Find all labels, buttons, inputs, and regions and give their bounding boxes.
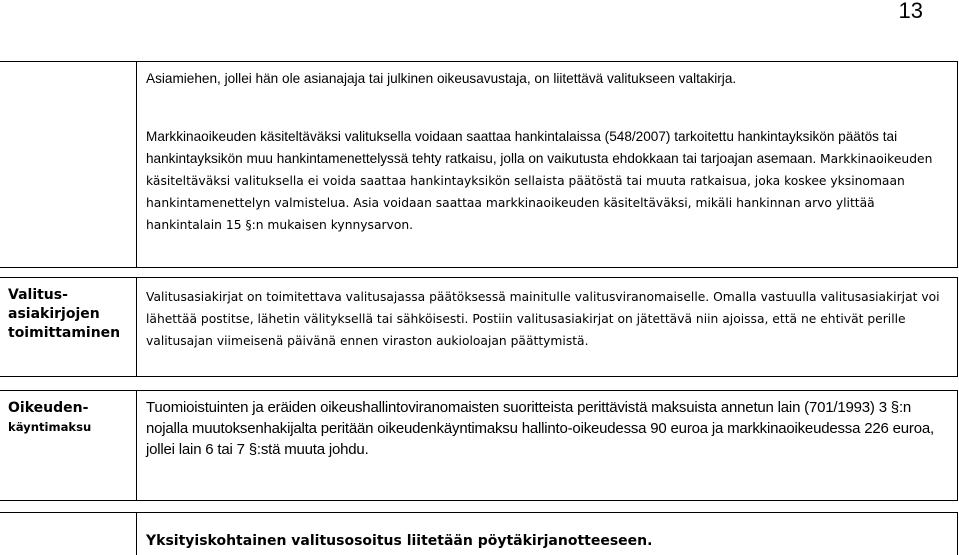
right-cell xyxy=(138,391,957,500)
appealable-decision-paragraph xyxy=(146,126,951,236)
detailed-instructions-box xyxy=(0,512,958,555)
left-cell xyxy=(0,513,137,555)
detailed-instructions-title: Yksityiskohtainen valitusosoitus liitetään pöytäkirjanotteeseen. xyxy=(146,533,653,549)
appealable-decision-text: Markkinaoikeuden käsiteltäväksi valituksella voidaan saattaa hankintalaissa (548/2007) tarkoitettu hankintayksikön päätös tai hankintayksikön muu hankintamenettelyssä tehty ratkaisu, jolla on vaikutusta ehdokkaan tai tarjoajan asemaan. xyxy=(146,129,898,166)
page-number: 13 xyxy=(898,0,923,23)
heading-line: toimittaminen xyxy=(8,325,121,341)
left-cell xyxy=(0,391,137,500)
power-of-attorney-paragraph: Asiamiehen, jollei hän ole asianajaja tai julkinen oikeusavustaja, on liitettävä valitukseen valtakirja. xyxy=(146,71,737,86)
left-cell xyxy=(0,278,137,376)
court-fee-text: Tuomioistuinten ja eräiden oikeushallintoviranomaisten suoritteista perittävistä maksuista annetun lain (701/1993) 3 §:n nojalla muutoksenhakijalta peritään oikeudenkäyntimaksu hallinto-oikeudessa 90 euroa ja markkinaoikeudessa 226 euroa, jollei lain 6 tai 7 §:stä muuta johdu. xyxy=(146,399,934,458)
appeal-delivery-heading xyxy=(8,286,120,343)
heading-line: asiakirjojen xyxy=(8,306,100,322)
right-cell xyxy=(138,278,957,376)
court-fee-box xyxy=(0,390,958,501)
left-cell xyxy=(0,62,137,267)
heading-line: Oikeuden- xyxy=(8,400,89,416)
appeal-info-box xyxy=(0,61,958,268)
appeal-delivery-box xyxy=(0,277,958,377)
non-appealable-text: Markkinaoikeuden käsiteltäväksi valituksella ei voida saattaa hankintayksikön sellaista päätöstä tai muuta ratkaisua, joka koskee yksinomaan hankintamenettelyn valmistelua. Asia voidaan saattaa markkinaoikeuden käsiteltäväksi, mikäli hankinnan arvo ylittää hankintalain 15 §:n mukaisen kynnysarvon. xyxy=(146,152,933,232)
right-cell xyxy=(138,62,957,267)
heading-line: käyntimaksu xyxy=(8,420,92,434)
heading-line: Valitus- xyxy=(8,287,68,303)
court-fee-heading xyxy=(8,399,91,437)
appeal-delivery-text: Valitusasiakirjat on toimitettava valitusajassa päätöksessä mainitulle valitusviranomaiselle. Omalla vastuulla valitusasiakirjat voi lähettää postitse, lähetin välityksellä tai sähköisesti. Postiin valitusasiakirjat on jätettävä niin ajoissa, että ne ehtivät perille valitusajan viimeisenä päivänä ennen viraston aukioloajan päättymistä. xyxy=(146,290,940,348)
right-cell xyxy=(138,513,957,555)
